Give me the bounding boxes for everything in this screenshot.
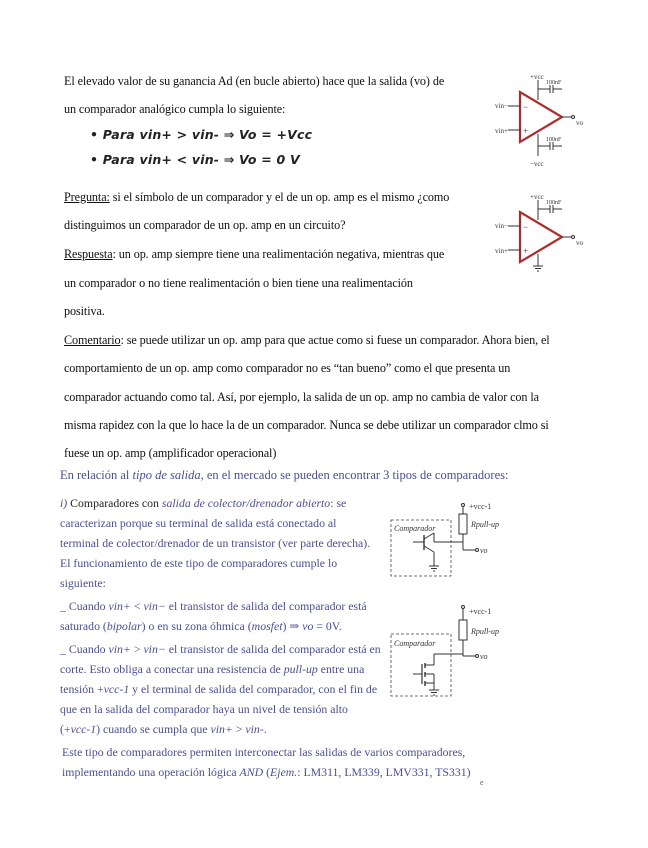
vo-label: vo: [480, 546, 488, 555]
cap-label: 100nF: [546, 200, 562, 206]
vcc-pos-label: +vcc: [530, 73, 544, 81]
minus-sign: −: [523, 222, 529, 232]
vin-minus-label: vin−: [495, 222, 508, 230]
handwritten-rule-2: • Para vin+ < vin- ⇒ Vo = 0 V: [90, 152, 300, 167]
book-line-4: El funcionamiento de este tipo de comparadores cumple lo: [60, 556, 338, 570]
respuesta-text: : un op. amp siempre tiene una realimentación negativa, mientras que: [112, 247, 445, 261]
pregunta-label: Pregunta:: [64, 190, 110, 204]
intro-line-2: un comparador analógico cumpla lo siguiente:: [64, 102, 286, 116]
final-line-2: implementando una operación lógica AND (Ejem.: LM311, LM339, LMV331, TS331): [62, 765, 471, 779]
item-title: i) Comparadores con salida de colector/drenador abierto: se: [60, 496, 347, 510]
vo-label: vo: [480, 652, 488, 661]
case2-line-2: corte. Esto obliga a conectar una resistencia de pull-up entre una: [60, 662, 365, 676]
case2-line-1: _ Cuando vin+ > vin− el transistor de salida del comparador está en: [60, 642, 381, 656]
open-collector-bjt-diagram: [388, 500, 518, 586]
comparator-symbol-single-supply: [490, 190, 590, 275]
respuesta-line-3: positiva.: [64, 304, 105, 318]
open-drain-mosfet-diagram: [388, 602, 518, 706]
pregunta-text: si el símbolo de un comparador y el de un op. amp es el mismo ¿como: [109, 190, 450, 204]
final-line-1: Este tipo de comparadores permiten interconectar las salidas de varios comparadores,: [62, 745, 466, 759]
pregunta-line-2: distinguimos un comparador de un op. amp en un circuito?: [64, 218, 346, 232]
case2-line-5: (+vcc-1) cuando se cumpla que vin+ > vin-.: [60, 722, 267, 736]
respuesta-line-1: [64, 247, 444, 261]
cap-label-bottom: 100nF: [546, 137, 562, 143]
plus-sign: +: [523, 246, 529, 256]
comentario-line-3: comparador actuando como tal. Así, por ejemplo, la salida de un op. amp no cambia de valor con la: [64, 390, 539, 404]
book-line-2: caracterizan porque su terminal de salida está conectado al: [60, 516, 337, 530]
case1-line-2: saturado (bipolar) o en su zona óhmica (mosfet) ⇒ vo = 0V.: [60, 619, 342, 633]
handwritten-rule-1: • Para vin+ > vin- ⇒ Vo = +Vcc: [90, 127, 313, 142]
book-line-5: siguiente:: [60, 576, 106, 590]
vcc1-label: +vcc-1: [469, 502, 492, 511]
rpull-label: Rpull-up: [471, 520, 499, 529]
vin-minus-label: vin−: [495, 102, 508, 110]
vcc-pos-label: +vcc: [530, 193, 544, 201]
comentario-text: : se puede utilizar un op. amp para que actue como si fuese un comparador. Ahora bien, el: [120, 333, 550, 347]
comentario-line-5: fuese un op. amp (amplificador operacional): [64, 446, 277, 460]
intro-line-1: El elevado valor de su ganancia Ad (en bucle abierto) hace que la salida (vo) de: [64, 74, 445, 88]
rpull-label: Rpull-up: [471, 627, 499, 636]
pullup-resistor-icon: [459, 620, 467, 640]
vin-plus-label: vin+: [495, 247, 508, 255]
comparator-symbol-dual-supply: [490, 70, 590, 170]
comparador-label: Comparador: [394, 524, 436, 533]
cap-label-top: 100nF: [546, 80, 562, 86]
case2-line-3: tensión +vcc-1 y el terminal de salida del comparador, con el fin de: [60, 682, 378, 696]
respuesta-label: Respuesta: [64, 247, 113, 261]
page-mark: e: [480, 778, 484, 787]
vcc1-label: +vcc-1: [469, 607, 492, 616]
vin-plus-label: vin+: [495, 127, 508, 135]
minus-sign: −: [523, 102, 529, 112]
respuesta-line-2: un comparador o no tiene realimentación o bien tiene una realimentación: [64, 276, 413, 290]
comparador-label: Comparador: [394, 639, 436, 648]
comentario-label: Comentario: [64, 333, 121, 347]
comentario-line-2: comportamiento de un op. amp como comparador no es “tan bueno” como el que presenta un: [64, 361, 511, 375]
book-line-3: terminal de colector/drenador de un transistor (ver parte derecha).: [60, 536, 371, 550]
case2-line-4: que en la salida del comparador haya un nivel de tensión alto: [60, 702, 348, 716]
pregunta-line-1: [64, 190, 449, 204]
vo-label: vo: [576, 239, 583, 247]
book-intro: En relación al tipo de salida, en el mercado se pueden encontrar 3 tipos de comparadores:: [60, 468, 509, 482]
plus-sign: +: [523, 126, 529, 136]
vo-label: vo: [576, 119, 583, 127]
case1-line-1: _ Cuando vin+ < vin− el transistor de salida del comparador está: [60, 599, 367, 613]
comentario-line-1: [64, 333, 550, 347]
pullup-resistor-icon: [459, 514, 467, 534]
comentario-line-4: misma rapidez con la que lo hace la de un comparador. Nunca se debe utilizar un comparador clmo si: [64, 418, 549, 432]
vcc-neg-label: −vcc: [530, 160, 544, 168]
